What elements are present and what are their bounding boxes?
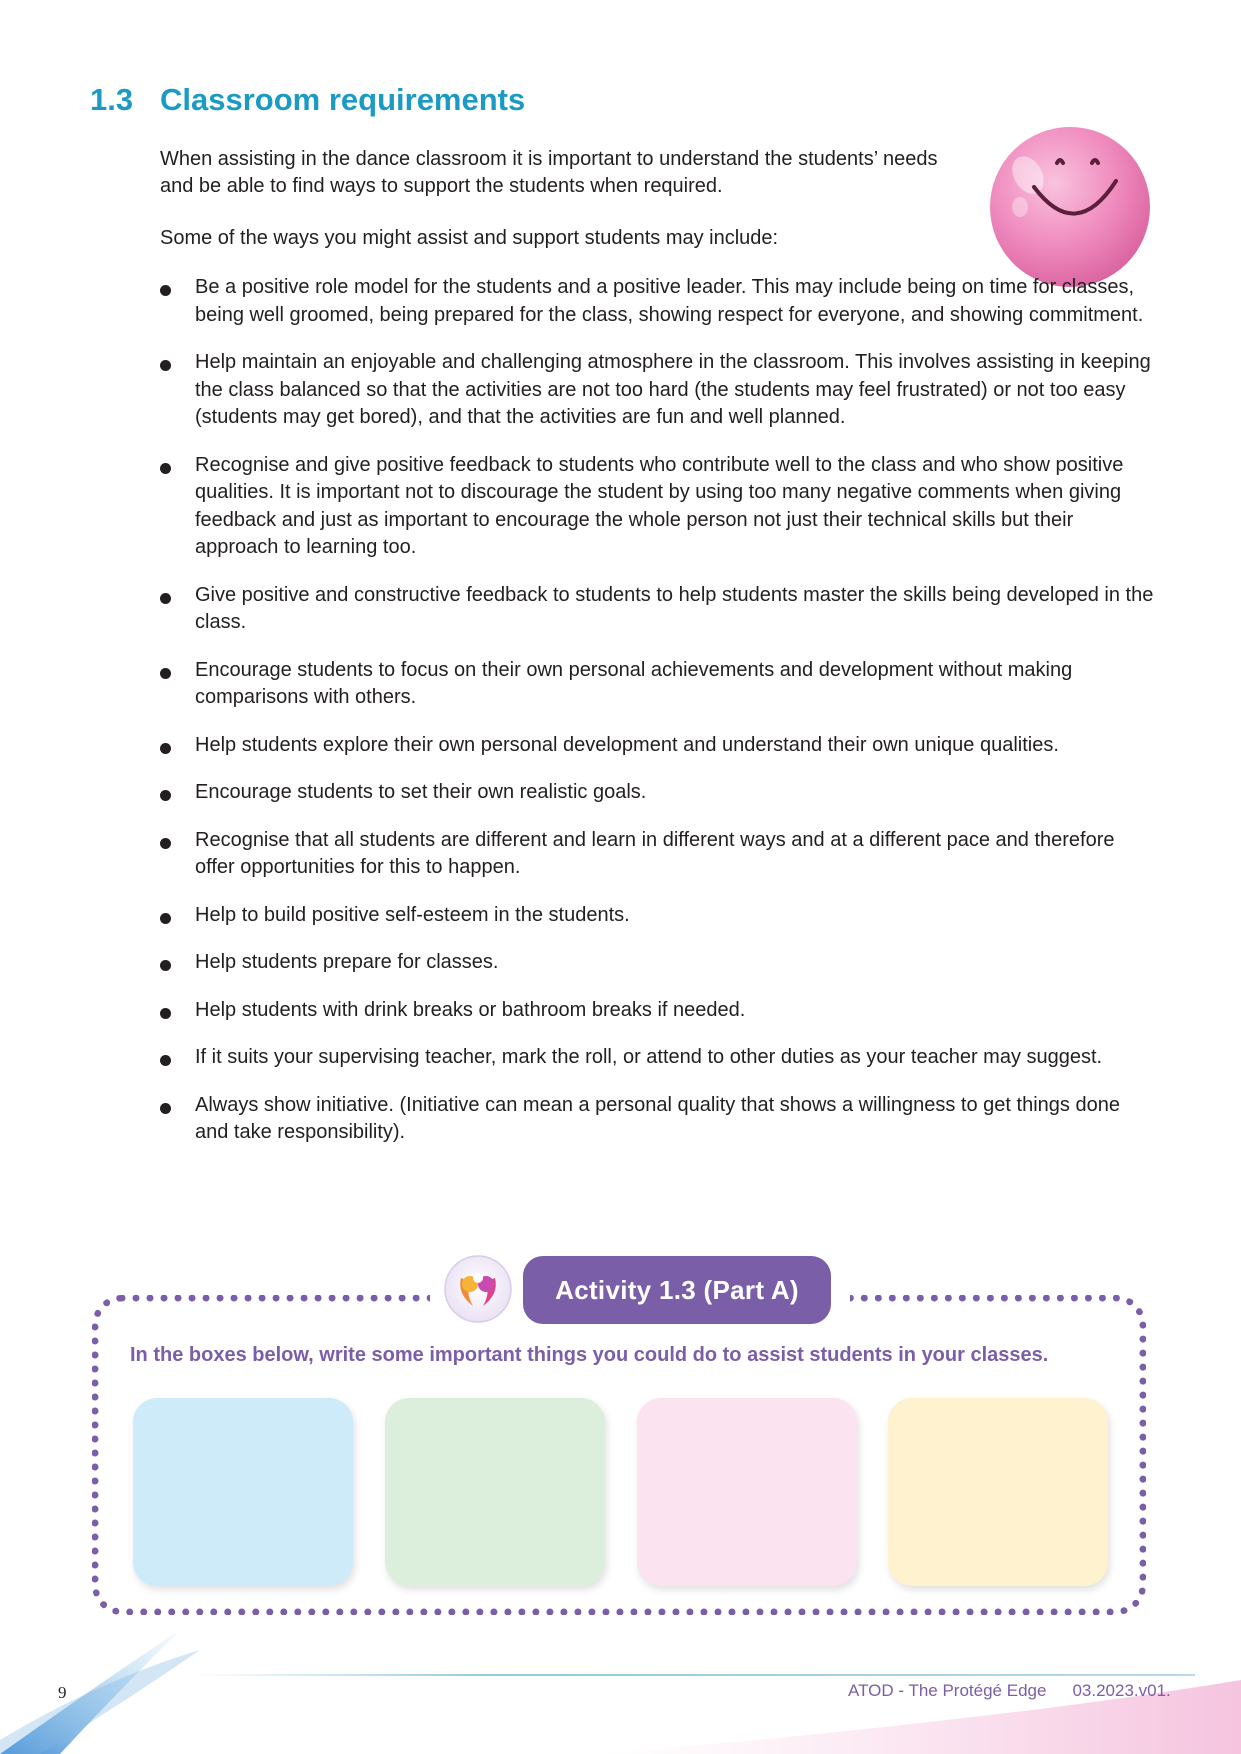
list-item: Encourage students to set their own realistic goals. bbox=[160, 779, 1155, 807]
intro-paragraph: When assisting in the dance classroom it is important to understand the students’ needs and be able to find ways to support the students when required. bbox=[160, 148, 938, 197]
list-item: Give positive and constructive feedback to students to help students master the skills being developed in the class. bbox=[160, 582, 1155, 637]
bullet-icon bbox=[160, 790, 171, 801]
bullet-icon bbox=[160, 1055, 171, 1066]
intro-lead-in: Some of the ways you might assist and support students may include: bbox=[160, 227, 779, 249]
version-code: 03.2023.v01. bbox=[1072, 1681, 1171, 1700]
bullet-icon bbox=[160, 743, 171, 754]
activity-label: Activity 1.3 (Part A) bbox=[523, 1256, 831, 1324]
section-heading bbox=[90, 82, 525, 118]
answer-box-yellow[interactable] bbox=[888, 1398, 1108, 1586]
page-number: 9 bbox=[58, 1683, 67, 1702]
section-number: 1.3 bbox=[90, 82, 134, 117]
footer-publication-info bbox=[848, 1681, 1171, 1701]
list-item: Recognise and give positive feedback to students who contribute well to the class and who show positive qualities. It is important not to discourage the student by using too many negative comments when giving feedback and just as important to encourage the whole person not just their technical skills but their approach to learning too. bbox=[160, 452, 1155, 562]
bullet-icon bbox=[160, 1008, 171, 1019]
list-item: Help students with drink breaks or bathroom breaks if needed. bbox=[160, 997, 1155, 1025]
bullet-icon bbox=[160, 360, 171, 371]
list-item: If it suits your supervising teacher, mark the roll, or attend to other duties as your teacher may suggest. bbox=[160, 1044, 1155, 1072]
atod-logo-icon bbox=[443, 1254, 513, 1324]
list-item: Encourage students to focus on their own personal achievements and development without making comparisons with others. bbox=[160, 657, 1155, 712]
list-item: Help students prepare for classes. bbox=[160, 949, 1155, 977]
list-item: Recognise that all students are different and learn in different ways and at a different pace and therefore offer opportunities for this to happen. bbox=[160, 827, 1155, 882]
publication-title: ATOD - The Protégé Edge bbox=[848, 1681, 1047, 1700]
list-item: Help to build positive self-esteem in the students. bbox=[160, 902, 1155, 930]
footer-rule bbox=[195, 1674, 1195, 1676]
bullet-icon bbox=[160, 960, 171, 971]
bullet-icon bbox=[160, 593, 171, 604]
bullet-icon bbox=[160, 463, 171, 474]
activity-instruction: In the boxes below, write some important things you could do to assist students in your classes. bbox=[130, 1344, 1049, 1366]
answer-box-pink[interactable] bbox=[637, 1398, 857, 1586]
section-title: Classroom requirements bbox=[160, 82, 526, 117]
bullet-icon bbox=[160, 838, 171, 849]
bullet-icon bbox=[160, 285, 171, 296]
answer-box-green[interactable] bbox=[385, 1398, 605, 1586]
list-item: Help maintain an enjoyable and challenging atmosphere in the classroom. This involves assisting in keeping the class balanced so that the activities are not too hard (the students may feel frustrated) or not too easy (students may get bored), and that the activities are fun and well planned. bbox=[160, 349, 1155, 432]
bullet-icon bbox=[160, 1103, 171, 1114]
list-item: Always show initiative. (Initiative can mean a personal quality that shows a willingness to get things done and take responsibility). bbox=[160, 1092, 1155, 1147]
bullet-icon bbox=[160, 913, 171, 924]
support-list bbox=[160, 274, 1155, 1167]
bullet-icon bbox=[160, 668, 171, 679]
list-item: Help students explore their own personal development and understand their own unique qualities. bbox=[160, 732, 1155, 760]
smiley-face-icon bbox=[988, 125, 1153, 290]
answer-box-blue[interactable] bbox=[133, 1398, 353, 1586]
list-item: Be a positive role model for the students and a positive leader. This may include being on time for classes, being well groomed, being prepared for the class, showing respect for everyone, and showing commitment. bbox=[160, 274, 1155, 329]
